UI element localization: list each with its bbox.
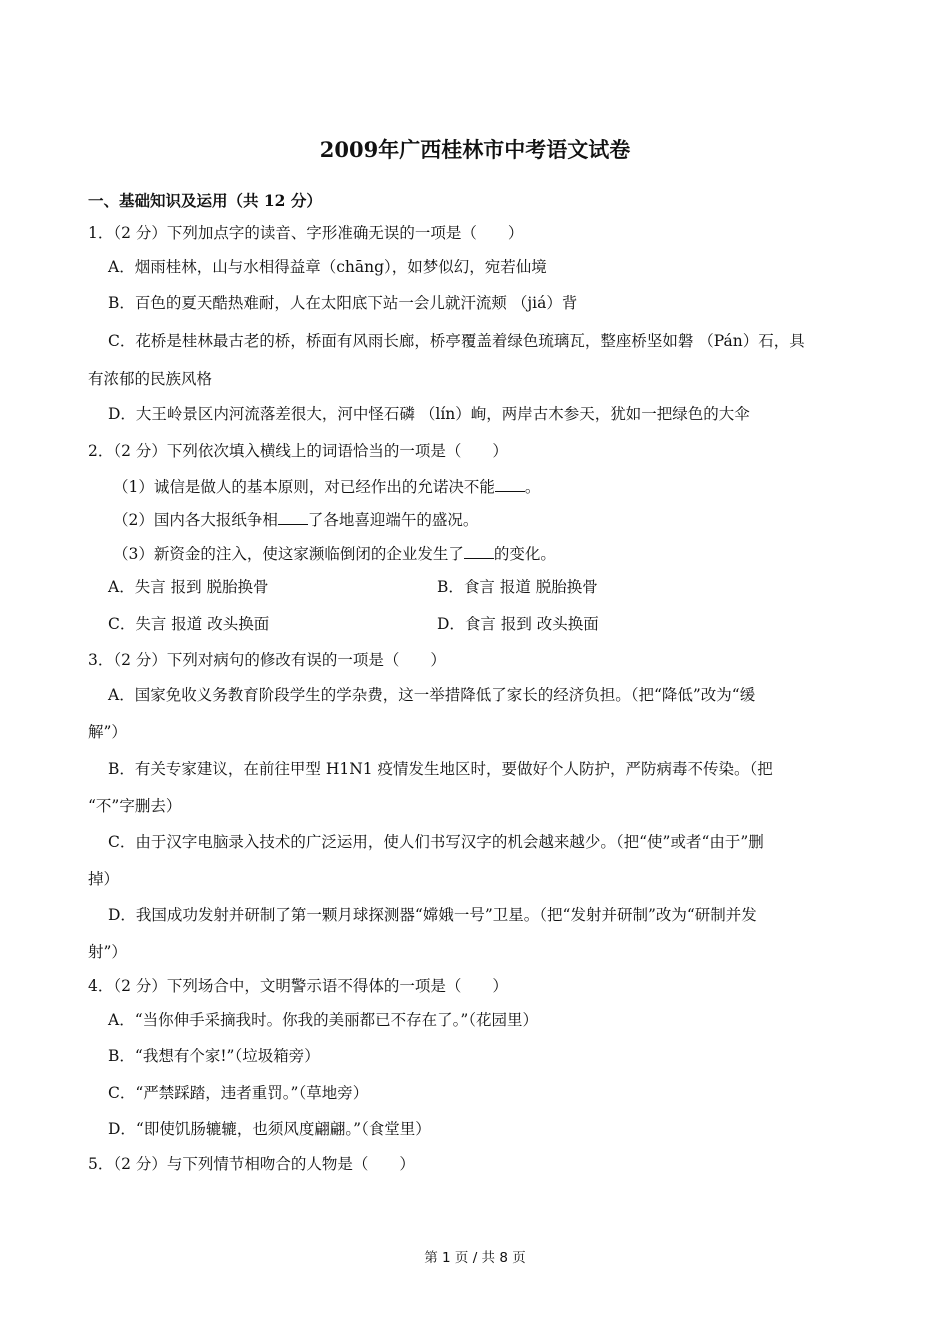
question-2-option-d: D．食言 报到 改头换面 <box>437 615 599 633</box>
question-3-stem: 3．（2 分）下列对病句的修改有误的一项是（ ） <box>88 651 446 669</box>
sentence-2-text: （2）国内各大报纸争相 <box>113 511 278 529</box>
question-1-option-b: B．百色的夏天酷热难耐，人在太阳底下站一会儿就汗流颊 （jiá）背 <box>108 294 578 312</box>
question-2-sentence-1 <box>113 475 540 498</box>
page-title: 2009年广西桂林市中考语文试卷 <box>319 137 631 162</box>
question-4-option-b: B．“我想有个家!”（垃圾箱旁） <box>108 1047 320 1065</box>
sentence-1-end: 。 <box>524 478 541 496</box>
sentence-1-text: （1）诚信是做人的基本原则，对已经作出的允诺决不能 <box>113 478 495 496</box>
question-2-sentence-2 <box>113 508 478 531</box>
sentence-3-end: 的变化。 <box>493 545 556 563</box>
answer-blank <box>464 542 494 559</box>
question-1-option-c: C．花桥是桂林最古老的桥，桥面有风雨长廊，桥亭覆盖着绿色琉璃瓦，整座桥坚如磐 （Pán）石，具 <box>108 332 805 350</box>
question-3-option-a: A．国家免收义务教育阶段学生的学杂费，这一举措降低了家长的经济负担。（把“降低”改为“缓 <box>108 686 756 704</box>
question-2-option-b: B．食言 报道 脱胎换骨 <box>437 578 598 596</box>
sentence-3-text: （3）新资金的注入，使这家濒临倒闭的企业发生了 <box>113 545 464 563</box>
question-4-option-a: A．“当你伸手采摘我时。你我的美丽都已不存在了。”（花园里） <box>108 1011 539 1029</box>
question-1-option-c-cont: 有浓郁的民族风格 <box>88 370 213 388</box>
answer-blank <box>495 475 525 492</box>
question-3-option-b-cont: “不”字删去） <box>88 797 182 815</box>
page-footer: 第 1 页 / 共 8 页 <box>424 1250 526 1266</box>
question-4-option-d: D．“即使饥肠辘辘，也须风度翩翩。”（食堂里） <box>108 1120 431 1138</box>
question-3-option-c: C．由于汉字电脑录入技术的广泛运用，使人们书写汉字的机会越来越少。（把“使”或者“由于”删 <box>108 833 764 851</box>
question-2-stem: 2．（2 分）下列依次填入横线上的词语恰当的一项是（ ） <box>88 442 508 460</box>
question-2-option-c: C．失言 报道 改头换面 <box>108 615 270 633</box>
question-4-stem: 4．（2 分）下列场合中，文明警示语不得体的一项是（ ） <box>88 977 508 995</box>
question-1-option-a: A．烟雨桂林，山与水相得益章（chāng），如梦似幻，宛若仙境 <box>108 258 547 276</box>
question-5-stem: 5．（2 分）与下列情节相吻合的人物是（ ） <box>88 1155 415 1173</box>
question-3-option-d-cont: 射”） <box>88 943 127 961</box>
question-3-option-c-cont: 掉） <box>88 870 120 888</box>
question-1-option-d: D．大王岭景区内河流落差很大，河中怪石磷 （lín）峋，两岸古木参天，犹如一把绿色的大伞 <box>108 405 750 423</box>
question-3-option-a-cont: 解”） <box>88 723 127 741</box>
question-2-sentence-3 <box>113 542 556 565</box>
question-3-option-b: B．有关专家建议，在前往甲型 H1N1 疫情发生地区时，要做好个人防护，严防病毒不传染。（把 <box>108 760 773 778</box>
question-3-option-d: D．我国成功发射并研制了第一颗月球探测器“嫦娥一号”卫星。（把“发射并研制”改为“研制并发 <box>108 906 757 924</box>
question-1-stem: 1．（2 分）下列加点字的读音、字形准确无误的一项是（ ） <box>88 224 524 242</box>
sentence-2-end: 了各地喜迎端午的盛况。 <box>307 511 479 529</box>
question-2-option-a: A．失言 报到 脱胎换骨 <box>108 578 269 596</box>
question-4-option-c: C．“严禁踩踏，违者重罚。”（草地旁） <box>108 1084 369 1102</box>
section-heading: 一、基础知识及运用（共 12 分） <box>88 191 322 210</box>
answer-blank <box>278 508 308 525</box>
